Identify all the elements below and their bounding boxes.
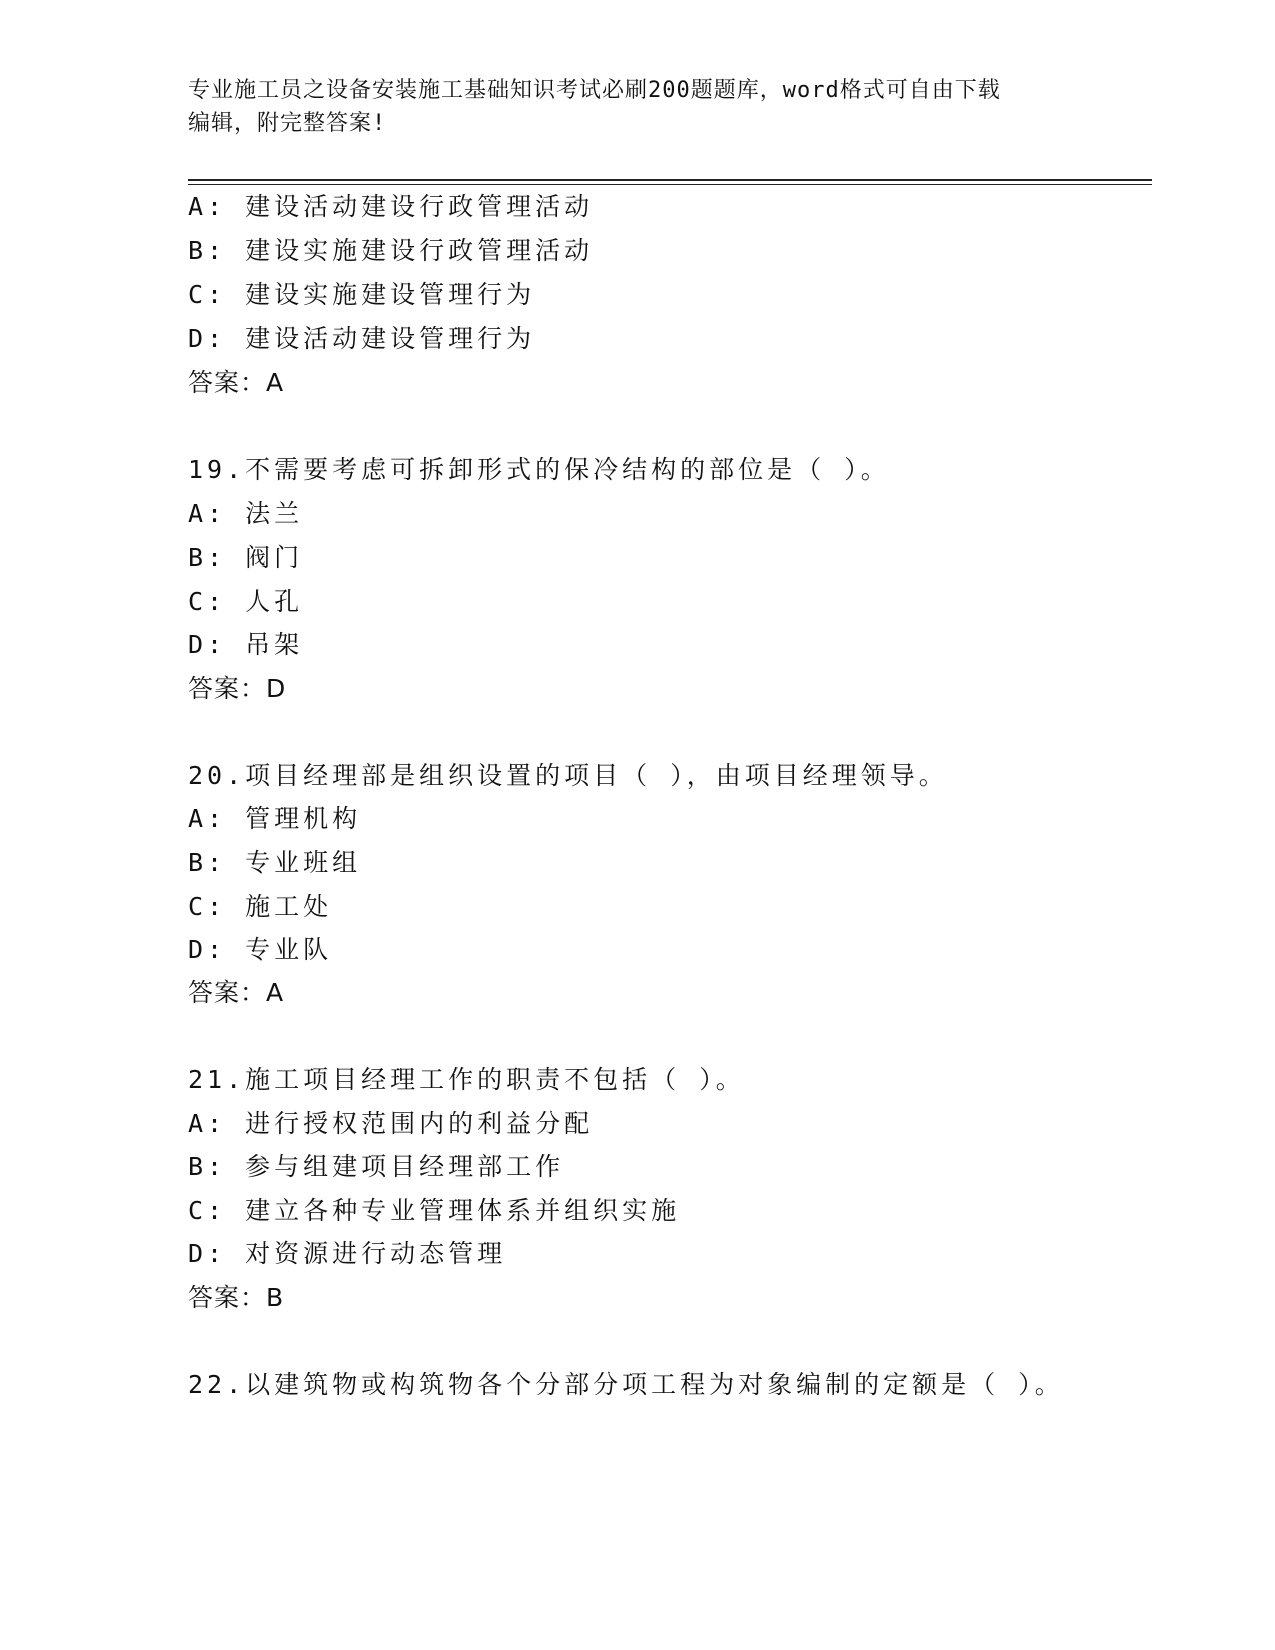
q21-answer: 答案：B — [188, 1283, 285, 1312]
q21-option-d: D: 对资源进行动态管理 — [188, 1239, 507, 1268]
q20-option-b: B: 专业班组 — [188, 848, 362, 877]
q19-answer: 答案：D — [188, 674, 287, 703]
header-title-line1: 专业施工员之设备安装施工基础知识考试必刷200题题库，word格式可自由下载 — [188, 78, 1001, 103]
q18-answer: 答案：A — [188, 368, 285, 397]
q18-option-c: C: 建设实施建设管理行为 — [188, 280, 536, 309]
q20-option-d: D: 专业队 — [188, 935, 333, 964]
q19-question: 19.不需要考虑可拆卸形式的保冷结构的部位是（ ）。 — [188, 455, 890, 484]
q18-option-a: A: 建设活动建设行政管理活动 — [188, 192, 594, 221]
q18-option-b: B: 建设实施建设行政管理活动 — [188, 236, 594, 265]
q19-option-b: B: 阀门 — [188, 543, 304, 572]
q19-option-d: D: 吊架 — [188, 630, 304, 659]
q22-question: 22.以建筑物或构筑物各个分部分项工程为对象编制的定额是（ ）。 — [188, 1370, 1064, 1399]
q21-option-a: A: 进行授权范围内的利益分配 — [188, 1109, 594, 1138]
q19-option-c: C: 人孔 — [188, 587, 304, 616]
q18-option-d: D: 建设活动建设管理行为 — [188, 324, 536, 353]
q20-question: 20.项目经理部是组织设置的项目（ ），由项目经理领导。 — [188, 761, 948, 790]
document-header — [188, 74, 1068, 140]
q21-option-c: C: 建立各种专业管理体系并组织实施 — [188, 1196, 681, 1225]
q20-option-a: A: 管理机构 — [188, 804, 362, 833]
header-title-line2: 编辑，附完整答案! — [188, 111, 387, 136]
q21-option-b: B: 参与组建项目经理部工作 — [188, 1152, 565, 1181]
q20-answer: 答案：A — [188, 978, 285, 1007]
q19-option-a: A: 法兰 — [188, 499, 304, 528]
q21-question: 21.施工项目经理工作的职责不包括（ ）。 — [188, 1065, 745, 1094]
header-divider-thin — [188, 184, 1152, 185]
q20-option-c: C: 施工处 — [188, 892, 333, 921]
header-divider — [188, 179, 1152, 181]
